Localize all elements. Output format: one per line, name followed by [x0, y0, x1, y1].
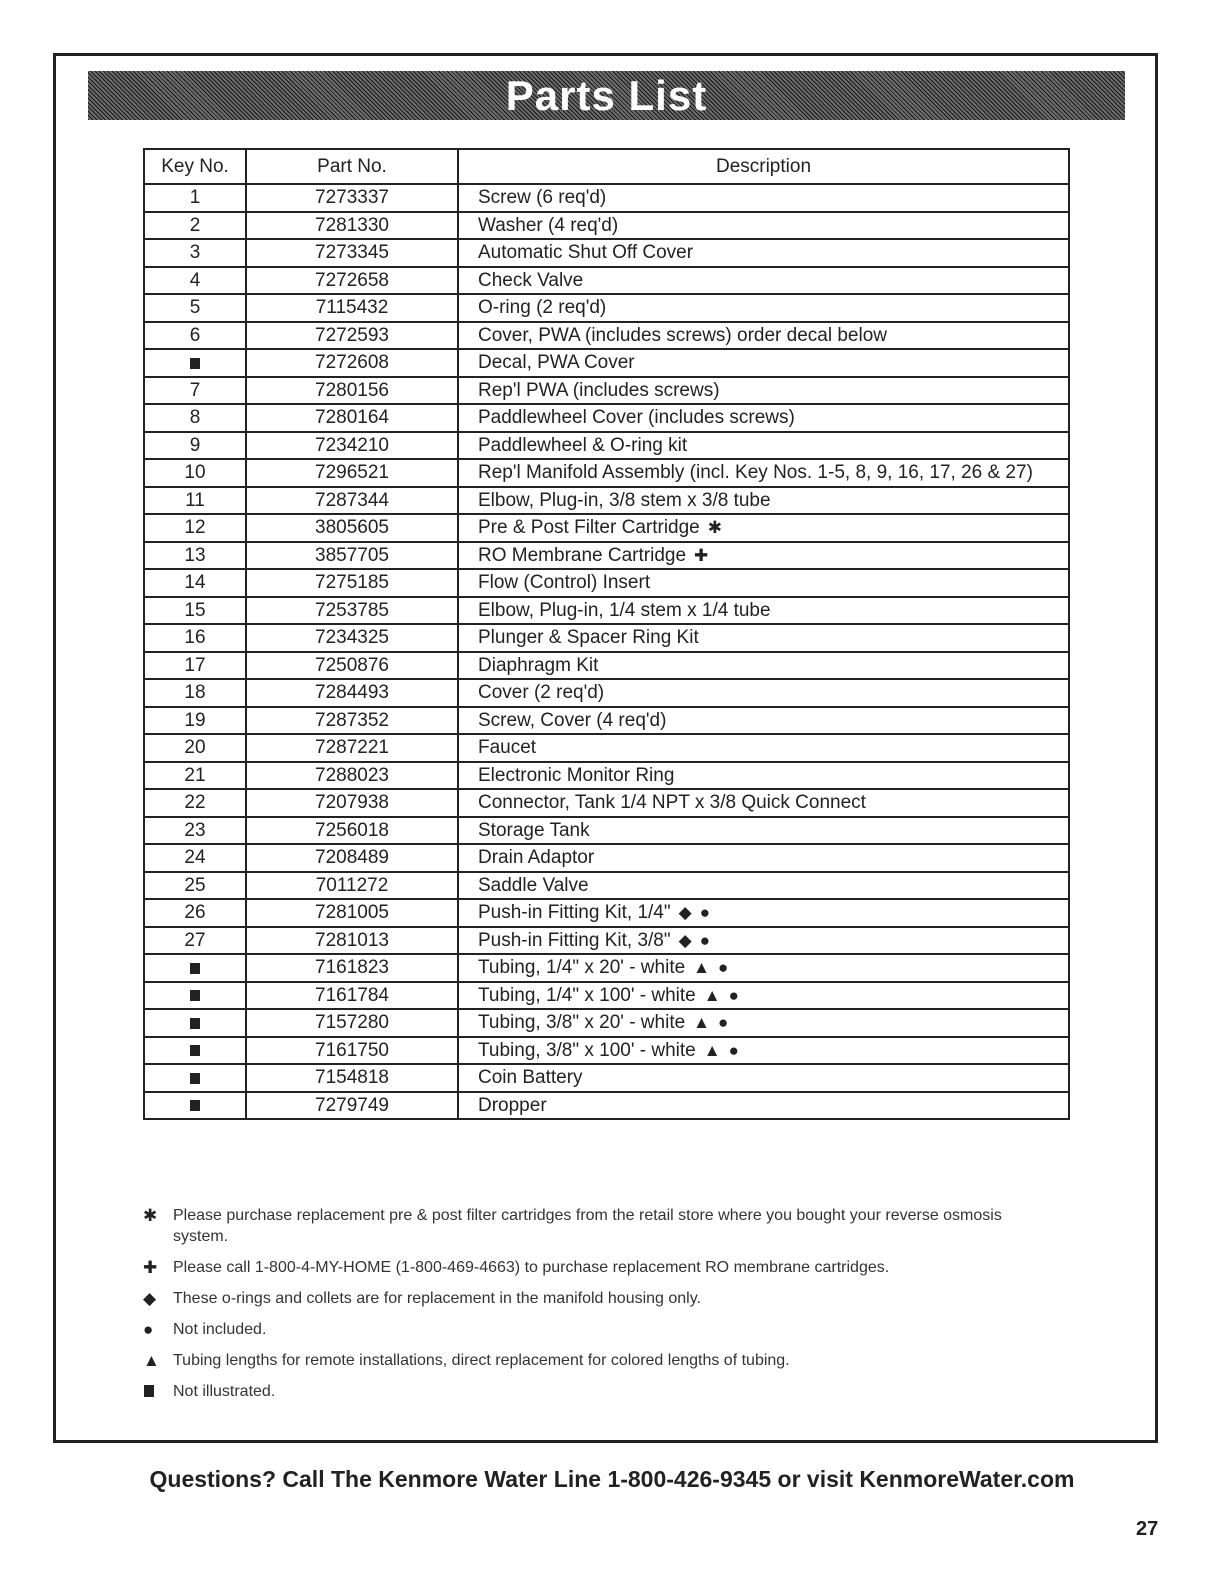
table-row [144, 294, 1069, 322]
footnote-marker-icon: ● [699, 903, 710, 923]
part-no-cell: 7161823 [246, 954, 458, 982]
part-no-cell: 7208489 [246, 844, 458, 872]
description-text: Diaphragm Kit [478, 654, 599, 676]
part-no-cell: 7284493 [246, 679, 458, 707]
description-cell [458, 322, 1069, 350]
part-no-cell: 7154818 [246, 1064, 458, 1092]
part-no-cell: 7234210 [246, 432, 458, 460]
key-no-cell: 5 [144, 294, 246, 322]
key-no-cell: 2 [144, 212, 246, 240]
square-icon [190, 990, 200, 1001]
footnote [143, 1205, 1053, 1247]
footnote-marker-icon: ● [718, 958, 729, 978]
parts-table [143, 148, 1070, 1120]
description-text: Elbow, Plug-in, 1/4 stem x 1/4 tube [478, 599, 771, 621]
footnote-marker-icon: ● [718, 1013, 729, 1033]
key-no-cell: 11 [144, 487, 246, 515]
description-cell [458, 294, 1069, 322]
table-row [144, 212, 1069, 240]
description-cell [458, 404, 1069, 432]
description-cell [458, 789, 1069, 817]
part-no-cell: 7161750 [246, 1037, 458, 1065]
description-cell [458, 927, 1069, 955]
description-text: Check Valve [478, 269, 584, 291]
table-row [144, 1092, 1069, 1120]
part-no-cell: 7281013 [246, 927, 458, 955]
description-cell [458, 487, 1069, 515]
key-no-cell: 1 [144, 184, 246, 212]
table-row [144, 569, 1069, 597]
description-text: Rep'l PWA (includes screws) [478, 379, 720, 401]
footnote [143, 1288, 1053, 1309]
footnote-marker-icon: ● [699, 930, 710, 950]
table-row [144, 872, 1069, 900]
key-no-cell: 23 [144, 817, 246, 845]
description-cell [458, 707, 1069, 735]
description-text: Elbow, Plug-in, 3/8 stem x 3/8 tube [478, 489, 771, 511]
description-cell [458, 1009, 1069, 1037]
description-text: Push-in Fitting Kit, 1/4" [478, 902, 671, 924]
description-text: Pre & Post Filter Cartridge [478, 517, 700, 539]
part-no-cell: 7011272 [246, 872, 458, 900]
table-row [144, 597, 1069, 625]
table-row [144, 377, 1069, 405]
part-no-cell: 7281330 [246, 212, 458, 240]
not-illustrated-icon [144, 1037, 246, 1065]
part-no-cell: 7280156 [246, 377, 458, 405]
key-no-cell: 7 [144, 377, 246, 405]
part-no-cell: 7279749 [246, 1092, 458, 1120]
footnotes [143, 1205, 1053, 1412]
key-no-cell: 10 [144, 459, 246, 487]
part-no-cell: 3857705 [246, 542, 458, 570]
part-no-cell: 7275185 [246, 569, 458, 597]
key-no-cell: 21 [144, 762, 246, 790]
description-cell [458, 267, 1069, 295]
description-text: Tubing, 3/8" x 100' - white [478, 1039, 696, 1061]
key-no-cell: 22 [144, 789, 246, 817]
footnote-text: Please call 1-800-4-MY-HOME (1-800-469-4663) to purchase replacement RO membrane cartridges. [173, 1259, 890, 1276]
description-text: Automatic Shut Off Cover [478, 242, 694, 264]
description-cell [458, 459, 1069, 487]
description-text: Tubing, 3/8" x 20' - white [478, 1012, 686, 1034]
table-row [144, 349, 1069, 377]
description-cell [458, 817, 1069, 845]
description-cell [458, 872, 1069, 900]
description-text: Flow (Control) Insert [478, 572, 651, 594]
description-cell [458, 1064, 1069, 1092]
part-no-cell: 7250876 [246, 652, 458, 680]
table-row [144, 817, 1069, 845]
description-text: Screw (6 req'd) [478, 187, 607, 209]
description-text: Cover, PWA (includes screws) order decal below [478, 324, 888, 346]
table-row [144, 734, 1069, 762]
footnote [143, 1257, 1053, 1278]
table-row [144, 404, 1069, 432]
description-text: Dropper [478, 1094, 547, 1116]
footnote-text: These o-rings and collets are for replacement in the manifold housing only. [173, 1290, 701, 1307]
part-no-cell: 7273337 [246, 184, 458, 212]
description-text: RO Membrane Cartridge [478, 544, 687, 566]
square-icon [190, 1073, 200, 1084]
description-cell [458, 1037, 1069, 1065]
description-cell [458, 349, 1069, 377]
table-header-row [144, 149, 1069, 184]
table-row [144, 1037, 1069, 1065]
part-no-cell: 3805605 [246, 514, 458, 542]
part-no-cell: 7115432 [246, 294, 458, 322]
description-text: Push-in Fitting Kit, 3/8" [478, 929, 671, 951]
not-illustrated-icon [144, 1064, 246, 1092]
column-header-part: Part No. [246, 149, 458, 184]
part-no-cell: 7287344 [246, 487, 458, 515]
table-row [144, 679, 1069, 707]
part-no-cell: 7287221 [246, 734, 458, 762]
key-no-cell: 8 [144, 404, 246, 432]
table-row [144, 652, 1069, 680]
footnote-marker-icon: ▲ [703, 985, 721, 1005]
key-no-cell: 4 [144, 267, 246, 295]
table-row [144, 707, 1069, 735]
square-icon [190, 963, 200, 974]
footnote-marker-icon: ▲ [693, 1013, 710, 1033]
table-row [144, 927, 1069, 955]
table-row [144, 542, 1069, 570]
description-cell [458, 239, 1069, 267]
description-text: Connector, Tank 1/4 NPT x 3/8 Quick Connect [478, 792, 866, 814]
description-text: Saddle Valve [478, 874, 589, 896]
footnote [143, 1319, 1053, 1340]
footnote-symbol-icon: ● [143, 1320, 154, 1339]
not-illustrated-icon [144, 349, 246, 377]
description-cell [458, 734, 1069, 762]
key-no-cell: 15 [144, 597, 246, 625]
description-text: Tubing, 1/4" x 20' - white [478, 957, 686, 979]
footnote-marker-icon: ◆ [678, 903, 692, 923]
description-text: Storage Tank [478, 819, 590, 841]
table-row [144, 514, 1069, 542]
description-text: Plunger & Spacer Ring Kit [478, 627, 699, 649]
description-text: Drain Adaptor [478, 847, 595, 869]
table-row [144, 487, 1069, 515]
key-no-cell: 18 [144, 679, 246, 707]
part-no-cell: 7287352 [246, 707, 458, 735]
description-cell [458, 899, 1069, 927]
table-row [144, 789, 1069, 817]
title-banner [88, 71, 1125, 120]
description-text: Tubing, 1/4" x 100' - white [478, 984, 696, 1006]
square-icon [190, 358, 200, 369]
table-row [144, 184, 1069, 212]
part-no-cell: 7281005 [246, 899, 458, 927]
description-text: O-ring (2 req'd) [478, 297, 607, 319]
not-illustrated-icon [144, 982, 246, 1010]
description-text: Screw, Cover (4 req'd) [478, 709, 667, 731]
table-row [144, 954, 1069, 982]
key-no-cell: 24 [144, 844, 246, 872]
footnote-marker-icon: ▲ [703, 1040, 721, 1060]
part-no-cell: 7234325 [246, 624, 458, 652]
footnote-marker-icon: ▲ [693, 958, 710, 978]
square-icon [190, 1045, 200, 1056]
footnote-marker-icon: ● [728, 985, 739, 1005]
table-row [144, 1064, 1069, 1092]
key-no-cell: 12 [144, 514, 246, 542]
description-cell [458, 569, 1069, 597]
footnote [143, 1350, 1053, 1371]
description-cell [458, 982, 1069, 1010]
key-no-cell: 16 [144, 624, 246, 652]
key-no-cell: 6 [144, 322, 246, 350]
description-cell [458, 844, 1069, 872]
description-cell [458, 954, 1069, 982]
square-icon [190, 1018, 200, 1029]
contact-footer: Questions? Call The Kenmore Water Line 1-800-426-9345 or visit KenmoreWater.com [149, 1466, 1075, 1492]
description-cell [458, 762, 1069, 790]
part-no-cell: 7157280 [246, 1009, 458, 1037]
footnote-symbol-icon: ✱ [143, 1206, 158, 1225]
description-cell [458, 432, 1069, 460]
table-row [144, 239, 1069, 267]
key-no-cell: 26 [144, 899, 246, 927]
key-no-cell: 27 [144, 927, 246, 955]
table-row [144, 432, 1069, 460]
table-row [144, 1009, 1069, 1037]
part-no-cell: 7256018 [246, 817, 458, 845]
part-no-cell: 7280164 [246, 404, 458, 432]
part-no-cell: 7272658 [246, 267, 458, 295]
column-header-key: Key No. [144, 149, 246, 184]
description-text: Electronic Monitor Ring [478, 764, 675, 786]
not-illustrated-icon [144, 1009, 246, 1037]
page-title: Parts List [505, 71, 708, 119]
footnote-symbol-icon: ✚ [143, 1258, 158, 1277]
description-cell [458, 542, 1069, 570]
page-number: 27 [1136, 1518, 1159, 1540]
footnote-marker-icon: ● [728, 1040, 739, 1060]
description-cell [458, 212, 1069, 240]
description-text: Paddlewheel Cover (includes screws) [478, 407, 795, 429]
part-no-cell: 7161784 [246, 982, 458, 1010]
description-cell [458, 597, 1069, 625]
footnote-text: Tubing lengths for remote installations, direct replacement for colored lengths of tubing. [173, 1352, 790, 1369]
footnote-text: Not illustrated. [173, 1383, 276, 1400]
key-no-cell: 17 [144, 652, 246, 680]
footnote-marker-icon: ◆ [678, 930, 692, 950]
part-no-cell: 7272608 [246, 349, 458, 377]
key-no-cell: 25 [144, 872, 246, 900]
description-text: Washer (4 req'd) [478, 214, 619, 236]
footnote-marker-icon: ✚ [694, 545, 709, 565]
description-text: Rep'l Manifold Assembly (incl. Key Nos. 1-5, 8, 9, 16, 17, 26 & 27) [478, 462, 1033, 484]
key-no-cell: 20 [144, 734, 246, 762]
footnote-symbol-icon: ◆ [143, 1289, 157, 1308]
not-illustrated-icon [144, 954, 246, 982]
table-row [144, 322, 1069, 350]
square-icon [143, 1381, 173, 1402]
description-text: Decal, PWA Cover [478, 352, 635, 374]
description-cell [458, 184, 1069, 212]
description-cell [458, 514, 1069, 542]
table-row [144, 982, 1069, 1010]
key-no-cell: 14 [144, 569, 246, 597]
part-no-cell: 7296521 [246, 459, 458, 487]
footnote [143, 1381, 1053, 1402]
description-cell [458, 624, 1069, 652]
part-no-cell: 7207938 [246, 789, 458, 817]
key-no-cell: 13 [144, 542, 246, 570]
table-row [144, 899, 1069, 927]
footnote-marker-icon: ✱ [707, 518, 722, 538]
square-icon [190, 1100, 200, 1111]
key-no-cell: 9 [144, 432, 246, 460]
description-text: Faucet [478, 737, 537, 759]
description-text: Paddlewheel & O-ring kit [478, 434, 688, 456]
part-no-cell: 7272593 [246, 322, 458, 350]
footnote-text: Please purchase replacement pre & post filter cartridges from the retail store where you bought your reverse osmosis system. [173, 1207, 1002, 1245]
part-no-cell: 7288023 [246, 762, 458, 790]
table-row [144, 267, 1069, 295]
part-no-cell: 7253785 [246, 597, 458, 625]
table-row [144, 459, 1069, 487]
not-illustrated-icon [144, 1092, 246, 1120]
table-row [144, 762, 1069, 790]
key-no-cell: 19 [144, 707, 246, 735]
description-cell [458, 652, 1069, 680]
part-no-cell: 7273345 [246, 239, 458, 267]
table-row [144, 624, 1069, 652]
footnote-symbol-icon: ▲ [143, 1351, 160, 1370]
description-cell [458, 1092, 1069, 1120]
description-text: Cover (2 req'd) [478, 682, 605, 704]
not-illustrated-icon [144, 1385, 154, 1397]
description-text: Coin Battery [478, 1067, 583, 1089]
footnote-text: Not included. [173, 1321, 267, 1338]
description-cell [458, 679, 1069, 707]
key-no-cell: 3 [144, 239, 246, 267]
column-header-description: Description [458, 149, 1069, 184]
table-row [144, 844, 1069, 872]
description-cell [458, 377, 1069, 405]
parts-table-body [144, 184, 1069, 1119]
